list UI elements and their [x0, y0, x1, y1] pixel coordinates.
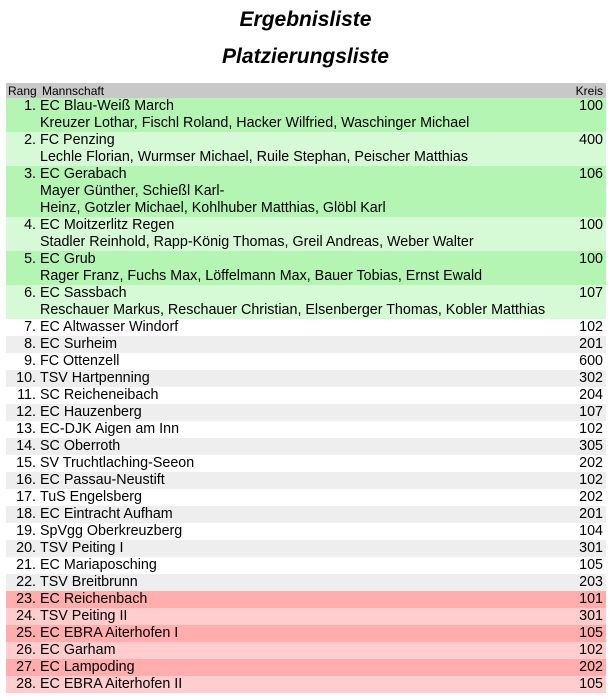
- table-row: [6, 506, 606, 523]
- team-cell: [40, 438, 563, 455]
- team-cell: [40, 353, 563, 370]
- kreis-cell: 100: [563, 217, 606, 251]
- kreis-cell: 106: [563, 166, 606, 217]
- table-row: [6, 472, 606, 489]
- kreis-cell: 102: [563, 472, 606, 489]
- kreis-cell: 301: [563, 608, 606, 625]
- kreis-cell: 105: [563, 676, 606, 693]
- table-row: [6, 557, 606, 574]
- player-names: Reschauer Markus, Reschauer Christian, Elsenberger Thomas, Kobler Matthias: [40, 302, 546, 318]
- kreis-cell: 107: [563, 285, 606, 319]
- table-row: [6, 540, 606, 557]
- kreis-cell: 600: [563, 353, 606, 370]
- rank-cell: 3.: [6, 166, 40, 217]
- rank-cell: 27.: [6, 659, 40, 676]
- team-name: SpVgg Oberkreuzberg: [40, 523, 183, 539]
- team-name: EC Passau-Neustift: [40, 472, 165, 488]
- table-row: [6, 608, 606, 625]
- table-row: [6, 523, 606, 540]
- table-row: [6, 659, 606, 676]
- player-names: Kreuzer Lothar, Fischl Roland, Hacker Wilfried, Waschinger Michael: [40, 115, 470, 131]
- rank-cell: 11.: [6, 387, 40, 404]
- kreis-cell: 102: [563, 642, 606, 659]
- kreis-cell: 100: [563, 251, 606, 285]
- table-row: [6, 387, 606, 404]
- kreis-cell: 102: [563, 319, 606, 336]
- page-subtitle: Platzierungsliste: [222, 45, 389, 68]
- rank-cell: 9.: [6, 353, 40, 370]
- column-header-kreis: Kreis: [563, 83, 606, 98]
- column-header-rank: Rang: [6, 83, 40, 98]
- table-row: [6, 642, 606, 659]
- table-row: [6, 98, 606, 132]
- team-cell: [40, 166, 563, 217]
- team-cell: [40, 421, 563, 438]
- team-name: EC Moitzerlitz Regen: [40, 217, 175, 233]
- rank-cell: 8.: [6, 336, 40, 353]
- team-name: EC EBRA Aiterhofen I: [40, 625, 179, 641]
- table-row: [6, 438, 606, 455]
- team-cell: [40, 659, 563, 676]
- rank-cell: 7.: [6, 319, 40, 336]
- table-row: [6, 353, 606, 370]
- team-name: EC Blau-Weiß March: [40, 98, 174, 114]
- team-cell: [40, 217, 563, 251]
- team-name: EC Sassbach: [40, 285, 127, 301]
- rank-cell: 28.: [6, 676, 40, 693]
- kreis-cell: 201: [563, 506, 606, 523]
- team-cell: [40, 285, 563, 319]
- kreis-cell: 204: [563, 387, 606, 404]
- team-name: SC Reicheneibach: [40, 387, 159, 403]
- kreis-cell: 102: [563, 421, 606, 438]
- team-name: EC Altwasser Windorf: [40, 319, 179, 335]
- table-header-row: [6, 83, 606, 98]
- team-name: EC Mariaposching: [40, 557, 157, 573]
- rank-cell: 22.: [6, 574, 40, 591]
- rank-cell: 15.: [6, 455, 40, 472]
- kreis-cell: 301: [563, 540, 606, 557]
- player-names: Lechle Florian, Wurmser Michael, Ruile Stephan, Peischer Matthias: [40, 149, 469, 165]
- team-name: TuS Engelsberg: [40, 489, 142, 505]
- team-name: EC Gerabach: [40, 166, 127, 182]
- results-body: [6, 98, 606, 693]
- rank-cell: 20.: [6, 540, 40, 557]
- team-cell: [40, 608, 563, 625]
- team-name: EC Reichenbach: [40, 591, 148, 607]
- team-name: EC Surheim: [40, 336, 118, 352]
- kreis-cell: 201: [563, 336, 606, 353]
- team-cell: [40, 489, 563, 506]
- team-cell: [40, 540, 563, 557]
- team-name: EC Hauzenberg: [40, 404, 142, 420]
- table-row: [6, 625, 606, 642]
- kreis-cell: 400: [563, 132, 606, 166]
- team-name: TSV Hartpenning: [40, 370, 150, 386]
- team-cell: [40, 370, 563, 387]
- team-cell: [40, 642, 563, 659]
- rank-cell: 13.: [6, 421, 40, 438]
- rank-cell: 18.: [6, 506, 40, 523]
- team-cell: [40, 676, 563, 693]
- table-row: [6, 455, 606, 472]
- rank-cell: 24.: [6, 608, 40, 625]
- rank-cell: 4.: [6, 217, 40, 251]
- kreis-cell: 107: [563, 404, 606, 421]
- table-row: [6, 574, 606, 591]
- table-row: [6, 217, 606, 251]
- rank-cell: 21.: [6, 557, 40, 574]
- kreis-cell: 104: [563, 523, 606, 540]
- team-cell: [40, 132, 563, 166]
- team-cell: [40, 98, 563, 132]
- player-names: Stadler Reinhold, Rapp-König Thomas, Greil Andreas, Weber Walter: [40, 234, 474, 250]
- rank-cell: 19.: [6, 523, 40, 540]
- table-row: [6, 319, 606, 336]
- team-name: FC Penzing: [40, 132, 115, 148]
- team-name: EC Lampoding: [40, 659, 135, 675]
- player-names: Heinz, Gotzler Michael, Kohlhuber Matthias, Glöbl Karl: [40, 200, 386, 216]
- table-row: [6, 336, 606, 353]
- team-name: EC Grub: [40, 251, 96, 267]
- kreis-cell: 105: [563, 625, 606, 642]
- table-row: [6, 132, 606, 166]
- table-row: [6, 370, 606, 387]
- team-name: EC Garham: [40, 642, 116, 658]
- team-cell: [40, 591, 563, 608]
- team-name: TSV Peiting I: [40, 540, 124, 556]
- rank-cell: 14.: [6, 438, 40, 455]
- team-name: SC Oberroth: [40, 438, 121, 454]
- team-name: TSV Peiting II: [40, 608, 128, 624]
- rank-cell: 12.: [6, 404, 40, 421]
- team-cell: [40, 336, 563, 353]
- team-cell: [40, 251, 563, 285]
- table-row: [6, 676, 606, 693]
- team-cell: [40, 387, 563, 404]
- player-names: Mayer Günther, Schießl Karl-: [40, 183, 225, 199]
- kreis-cell: 202: [563, 659, 606, 676]
- team-name: EC Eintracht Aufham: [40, 506, 173, 522]
- team-cell: [40, 625, 563, 642]
- team-cell: [40, 574, 563, 591]
- rank-cell: 16.: [6, 472, 40, 489]
- team-name: EC-DJK Aigen am Inn: [40, 421, 180, 437]
- rank-cell: 23.: [6, 591, 40, 608]
- table-row: [6, 489, 606, 506]
- kreis-cell: 105: [563, 557, 606, 574]
- kreis-cell: 202: [563, 489, 606, 506]
- rank-cell: 10.: [6, 370, 40, 387]
- table-row: [6, 251, 606, 285]
- table-row: [6, 404, 606, 421]
- team-cell: [40, 523, 563, 540]
- heading: [0, 0, 611, 68]
- team-name: TSV Breitbrunn: [40, 574, 138, 590]
- kreis-cell: 100: [563, 98, 606, 132]
- rank-cell: 17.: [6, 489, 40, 506]
- team-name: FC Ottenzell: [40, 353, 120, 369]
- rank-cell: 2.: [6, 132, 40, 166]
- rank-cell: 5.: [6, 251, 40, 285]
- team-name: EC EBRA Aiterhofen II: [40, 676, 183, 692]
- team-cell: [40, 404, 563, 421]
- page-title: Ergebnisliste: [239, 8, 372, 31]
- kreis-cell: 302: [563, 370, 606, 387]
- table-row: [6, 166, 606, 217]
- team-cell: [40, 319, 563, 336]
- rank-cell: 26.: [6, 642, 40, 659]
- column-header-team: Mannschaft: [40, 83, 563, 98]
- table-row: [6, 591, 606, 608]
- table-row: [6, 285, 606, 319]
- team-cell: [40, 455, 563, 472]
- kreis-cell: 305: [563, 438, 606, 455]
- team-cell: [40, 472, 563, 489]
- team-cell: [40, 557, 563, 574]
- rank-cell: 1.: [6, 98, 40, 132]
- rank-cell: 25.: [6, 625, 40, 642]
- kreis-cell: 202: [563, 455, 606, 472]
- kreis-cell: 101: [563, 591, 606, 608]
- rank-cell: 6.: [6, 285, 40, 319]
- team-cell: [40, 506, 563, 523]
- kreis-cell: 203: [563, 574, 606, 591]
- table-row: [6, 421, 606, 438]
- team-name: SV Truchtlaching-Seeon: [40, 455, 195, 471]
- results-table: [6, 83, 606, 693]
- player-names: Rager Franz, Fuchs Max, Löffelmann Max, Bauer Tobias, Ernst Ewald: [40, 268, 483, 284]
